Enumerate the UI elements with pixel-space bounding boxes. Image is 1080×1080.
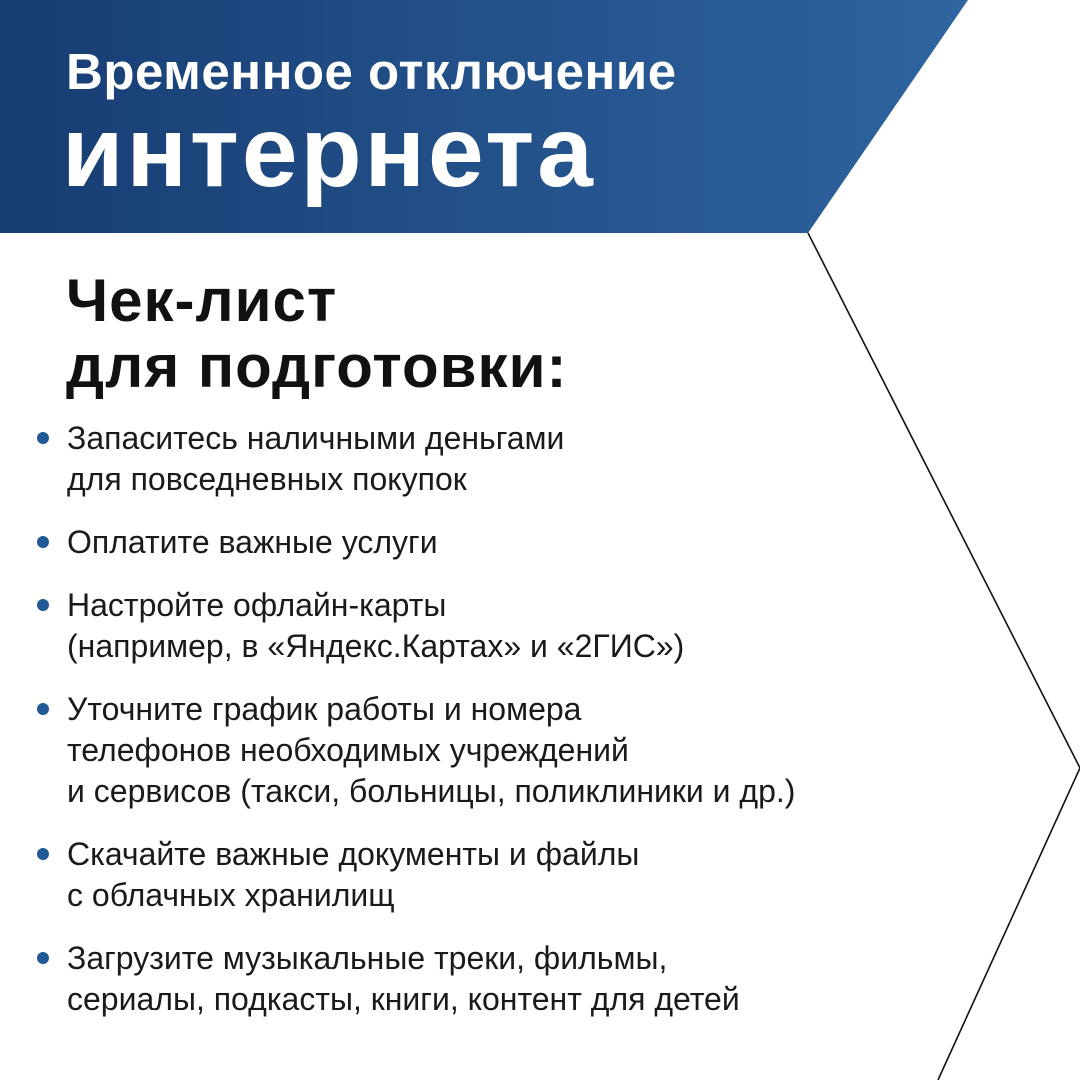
checklist-item (34, 585, 795, 667)
chevron-outline (808, 233, 1080, 1080)
checklist-heading (66, 268, 567, 400)
bullet-icon (37, 703, 49, 715)
checklist-item-line: Запаситесь наличными деньгами (67, 420, 565, 456)
checklist-item-line: (например, в «Яндекс.Картах» и «2ГИС») (67, 628, 685, 664)
bullet-icon (37, 599, 49, 611)
checklist-item (34, 418, 795, 500)
page-title-line-2: интернета (62, 96, 596, 208)
bullet-icon (37, 848, 49, 860)
checklist-item-line: Настройте офлайн-карты (67, 587, 447, 623)
checklist-item (34, 834, 795, 916)
checklist-heading-line-1: Чек-лист (66, 267, 338, 334)
checklist-item-line: для повседневных покупок (67, 461, 467, 497)
checklist-item-line: Загрузите музыкальные треки, фильмы, (67, 940, 668, 976)
checklist-heading-line-2: для подготовки: (66, 333, 568, 400)
bullet-icon (37, 536, 49, 548)
page-title-line-1: Временное отключение (66, 43, 677, 100)
checklist-item-line: Уточните график работы и номера (67, 691, 582, 727)
checklist-item (34, 689, 795, 812)
checklist-item-line: телефонов необходимых учреждений (67, 732, 629, 768)
checklist-item-line: Оплатите важные услуги (67, 524, 438, 560)
checklist-item-line: с облачных хранилищ (67, 877, 395, 913)
checklist-item-line: сериалы, подкасты, книги, контент для детей (67, 981, 740, 1017)
bullet-icon (37, 952, 49, 964)
checklist-item-line: Скачайте важные документы и файлы (67, 836, 640, 872)
checklist-item (34, 938, 795, 1020)
checklist-item (34, 522, 795, 563)
bullet-icon (37, 432, 49, 444)
checklist-item-line: и сервисов (такси, больницы, поликлиники и др.) (67, 773, 796, 809)
checklist (34, 418, 795, 1042)
